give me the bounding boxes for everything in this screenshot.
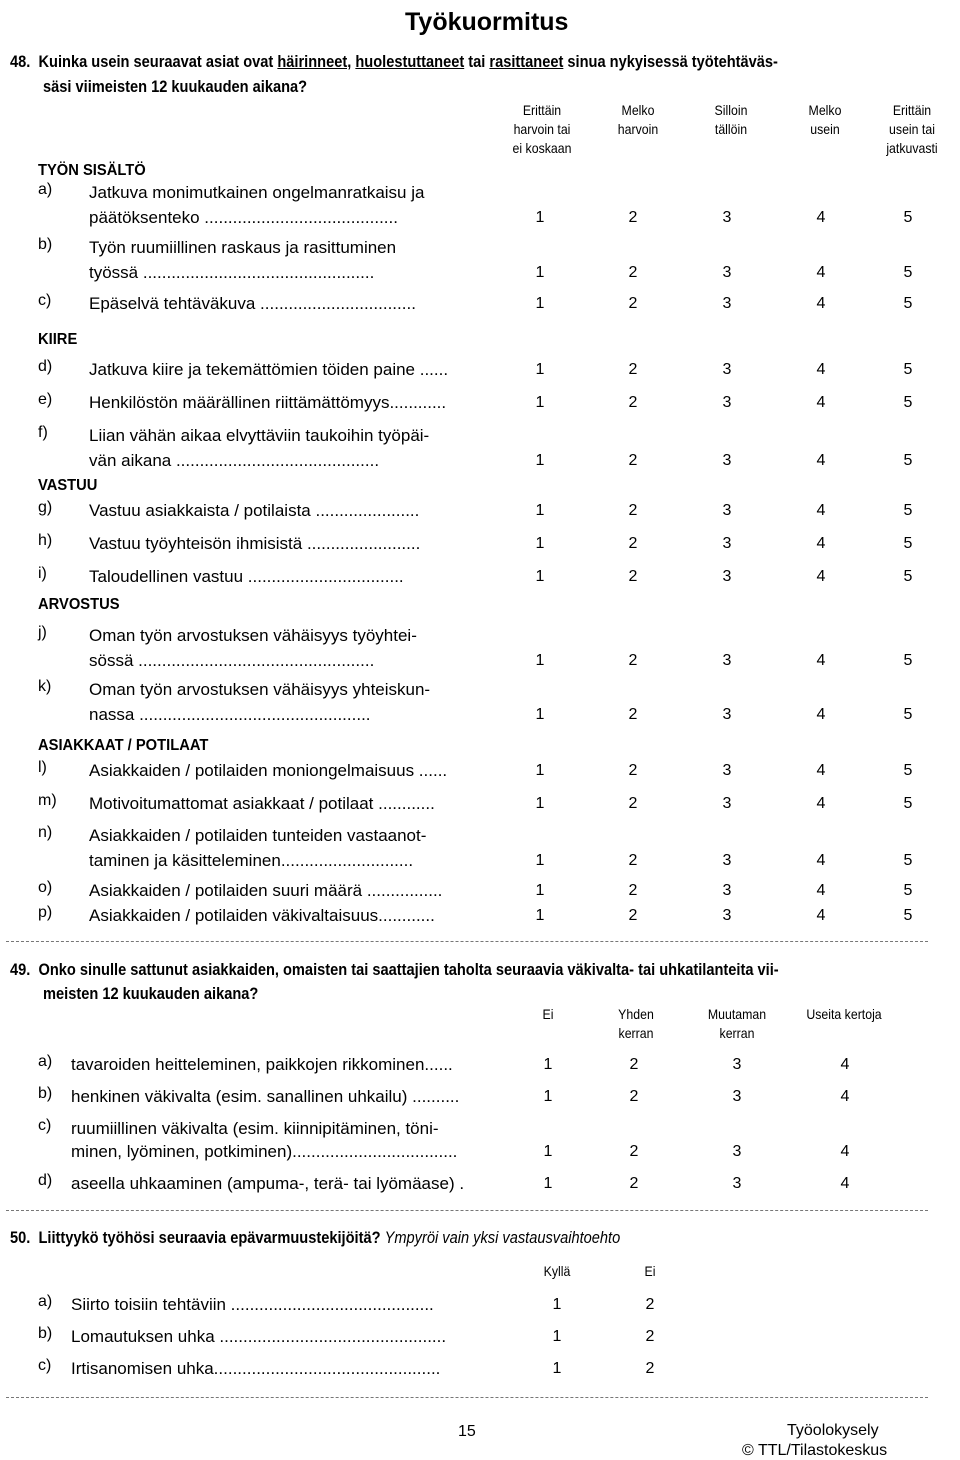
q49-answer-option-4[interactable]: 4 (840, 1175, 850, 1192)
q49-item-text: henkinen väkivalta (esim. sanallinen uhkailu) .......... (71, 1087, 460, 1106)
category-asiakkaat-potilaat: ASIAKKAAT / POTILAAT (38, 737, 209, 754)
q48-answer-option-4[interactable]: 4 (816, 361, 826, 378)
category-vastuu: VASTUU (38, 477, 98, 494)
q50-item-text: Siirto toisiin tehtäviin ........................................... (71, 1295, 434, 1314)
q49-item-letter: b) (38, 1085, 53, 1102)
q48-item-text: Jatkuva kiire ja tekemättömien töiden paine ...... (89, 360, 449, 379)
survey-name: Työolokysely (787, 1422, 879, 1439)
q48-item-text: Työn ruumiillinen raskaus ja rasittuminen (89, 238, 397, 257)
q48-item-letter: e) (38, 391, 53, 408)
q48-answer-option-3[interactable]: 3 (722, 762, 732, 779)
q48-answer-option-2[interactable]: 2 (628, 394, 638, 411)
q48-answer-option-3[interactable]: 3 (722, 209, 732, 226)
q48-answer-option-1[interactable]: 1 (535, 209, 545, 226)
q50-column-header-1: Kyllä (543, 1263, 571, 1279)
q48-answer-option-3[interactable]: 3 (722, 361, 732, 378)
q48-answer-option-4[interactable]: 4 (816, 795, 826, 812)
q48-answer-option-4[interactable]: 4 (816, 907, 826, 924)
q48-item-letter: f) (38, 424, 48, 441)
q49-answer-option-2[interactable]: 2 (629, 1175, 639, 1192)
q50-item-text: Irtisanomisen uhka................................................ (71, 1359, 441, 1378)
q48-answer-option-1[interactable]: 1 (535, 568, 545, 585)
q48-answer-option-2[interactable]: 2 (628, 852, 638, 869)
q48-item-letter: g) (38, 499, 53, 516)
q48-answer-option-2[interactable]: 2 (628, 762, 638, 779)
q48-answer-option-3[interactable]: 3 (722, 568, 732, 585)
q49-column-header-1: Ei (542, 1006, 554, 1022)
q48-answer-option-4[interactable]: 4 (816, 535, 826, 552)
q49-answer-option-4[interactable]: 4 (840, 1143, 850, 1160)
q48-column-header-1: Erittäin harvoin tai ei koskaan (512, 102, 572, 156)
page-section-title: Työkuormitus (405, 8, 569, 36)
q48-item-letter: h) (38, 532, 53, 549)
q48-answer-option-5[interactable]: 5 (903, 264, 913, 281)
q48-answer-option-2[interactable]: 2 (628, 452, 638, 469)
q49-column-header-4: Useita kertoja (806, 1006, 882, 1022)
q48-item-letter: c) (38, 292, 52, 309)
q48-answer-option-5[interactable]: 5 (903, 706, 913, 723)
q48-answer-option-1[interactable]: 1 (535, 907, 545, 924)
q50-item-text: Lomautuksen uhka ................................................ (71, 1327, 447, 1346)
q49-answer-option-1[interactable]: 1 (543, 1175, 553, 1192)
q49-answer-option-4[interactable]: 4 (840, 1056, 850, 1073)
question-48-heading (10, 52, 778, 72)
q48-answer-option-2[interactable]: 2 (628, 882, 638, 899)
q48-answer-option-5[interactable]: 5 (903, 652, 913, 669)
question-48-underlined-3: rasittaneet (489, 52, 564, 71)
q48-item-text: taminen ja käsitteleminen............................ (89, 851, 414, 870)
q48-answer-option-3[interactable]: 3 (722, 795, 732, 812)
q48-answer-option-5[interactable]: 5 (903, 209, 913, 226)
category-arvostus: ARVOSTUS (38, 596, 120, 613)
q48-item-letter: a) (38, 181, 53, 198)
category-kiire: KIIRE (38, 331, 78, 348)
q48-answer-option-5[interactable]: 5 (903, 852, 913, 869)
q48-answer-option-1[interactable]: 1 (535, 762, 545, 779)
q48-answer-option-5[interactable]: 5 (903, 452, 913, 469)
q49-answer-option-3[interactable]: 3 (732, 1056, 742, 1073)
q48-answer-option-4[interactable]: 4 (816, 264, 826, 281)
q48-column-header-3: Silloin tällöin (714, 102, 748, 137)
q48-answer-option-2[interactable]: 2 (628, 361, 638, 378)
q48-answer-option-4[interactable]: 4 (816, 394, 826, 411)
q48-item-letter: m) (38, 792, 57, 809)
q49-answer-option-3[interactable]: 3 (732, 1143, 742, 1160)
q48-column-header-5: Erittäin usein tai jatkuvasti (886, 102, 938, 156)
question-48-underlined-2: huolestuttaneet (355, 52, 465, 71)
question-50-hint: Ympyröi vain yksi vastausvaihtoehto (384, 1228, 621, 1247)
q48-answer-option-3[interactable]: 3 (722, 452, 732, 469)
category-tyon-sisalto: TYÖN SISÄLTÖ (38, 162, 146, 179)
q48-item-text: nassa ................................................. (89, 705, 371, 724)
q48-answer-option-1[interactable]: 1 (535, 361, 545, 378)
q49-answer-option-1[interactable]: 1 (543, 1143, 553, 1160)
q48-item-letter: j) (38, 624, 47, 641)
q48-answer-option-2[interactable]: 2 (628, 295, 638, 312)
q48-answer-option-4[interactable]: 4 (816, 502, 826, 519)
q48-answer-option-3[interactable]: 3 (722, 652, 732, 669)
q48-item-text: Asiakkaiden / potilaiden väkivaltaisuus............ (89, 906, 435, 925)
q50-answer-option-1[interactable]: 1 (552, 1328, 562, 1345)
q48-answer-option-1[interactable]: 1 (535, 795, 545, 812)
q48-answer-option-5[interactable]: 5 (903, 361, 913, 378)
q49-answer-option-1[interactable]: 1 (543, 1056, 553, 1073)
q48-item-letter: k) (38, 678, 52, 695)
question-48-heading-line2: säsi viimeisten 12 kuukauden aikana? (43, 77, 308, 96)
q48-answer-option-2[interactable]: 2 (628, 568, 638, 585)
q50-answer-option-1[interactable]: 1 (552, 1296, 562, 1313)
q48-answer-option-4[interactable]: 4 (816, 706, 826, 723)
q48-column-header-2: Melko harvoin (617, 102, 659, 137)
q48-item-text: Oman työn arvostuksen vähäisyys työyhtei- (89, 626, 417, 645)
q48-answer-option-2[interactable]: 2 (628, 209, 638, 226)
q48-answer-option-4[interactable]: 4 (816, 882, 826, 899)
q50-answer-option-2[interactable]: 2 (645, 1296, 655, 1313)
q48-answer-option-5[interactable]: 5 (903, 907, 913, 924)
q48-answer-option-5[interactable]: 5 (903, 762, 913, 779)
q48-item-text: päätöksenteko ......................................... (89, 208, 398, 227)
question-48-number: 48. (10, 52, 31, 71)
q50-item-letter: b) (38, 1325, 53, 1342)
q48-item-letter: n) (38, 824, 53, 841)
q48-answer-option-2[interactable]: 2 (628, 502, 638, 519)
q48-answer-option-4[interactable]: 4 (816, 762, 826, 779)
q48-item-text: Taloudellinen vastuu ................................. (89, 567, 404, 586)
q48-item-letter: d) (38, 358, 53, 375)
q48-answer-option-3[interactable]: 3 (722, 907, 732, 924)
q48-item-text: Henkilöstön määrällinen riittämättömyys............ (89, 393, 447, 412)
q48-item-text: Epäselvä tehtäväkuva ................................. (89, 294, 416, 313)
q48-answer-option-1[interactable]: 1 (535, 502, 545, 519)
q48-answer-option-1[interactable]: 1 (535, 535, 545, 552)
q48-item-text: Vastuu asiakkaista / potilaista ...................... (89, 501, 420, 520)
q49-answer-option-2[interactable]: 2 (629, 1143, 639, 1160)
q48-answer-option-2[interactable]: 2 (628, 795, 638, 812)
q48-answer-option-4[interactable]: 4 (816, 209, 826, 226)
q48-answer-option-1[interactable]: 1 (535, 295, 545, 312)
question-48-text-pre: Kuinka usein seuraavat asiat ovat (38, 52, 278, 71)
q48-item-text: työssä ................................................. (89, 263, 375, 282)
q48-item-letter: l) (38, 759, 47, 776)
q50-answer-option-2[interactable]: 2 (645, 1360, 655, 1377)
q48-item-text: Asiakkaiden / potilaiden tunteiden vastaanot- (89, 826, 427, 845)
q48-answer-option-1[interactable]: 1 (535, 394, 545, 411)
q48-answer-option-2[interactable]: 2 (628, 706, 638, 723)
q48-answer-option-3[interactable]: 3 (722, 394, 732, 411)
q48-answer-option-4[interactable]: 4 (816, 295, 826, 312)
q49-answer-option-1[interactable]: 1 (543, 1088, 553, 1105)
q48-item-text: Jatkuva monimutkainen ongelmanratkaisu ja (89, 183, 425, 202)
q49-item-letter: c) (38, 1117, 52, 1134)
q48-answer-option-3[interactable]: 3 (722, 535, 732, 552)
q49-item-text: aseella uhkaaminen (ampuma-, terä- tai lyömäase) . (71, 1174, 465, 1193)
q48-answer-option-3[interactable]: 3 (722, 502, 732, 519)
section-divider (6, 1397, 928, 1398)
section-divider (6, 941, 928, 942)
question-50-heading: 50. Liittyykö työhösi seuraavia epävarmuustekijöitä? Ympyröi vain yksi vastausvaihtoehto (10, 1228, 621, 1247)
q48-item-text: sössä .................................................. (89, 651, 375, 670)
q48-item-letter: i) (38, 565, 47, 582)
q50-column-header-2: Ei (644, 1263, 656, 1279)
q48-column-header-4: Melko usein (808, 102, 842, 137)
q48-item-letter: o) (38, 879, 53, 896)
q48-answer-option-2[interactable]: 2 (628, 264, 638, 281)
q48-answer-option-5[interactable]: 5 (903, 295, 913, 312)
q48-answer-option-3[interactable]: 3 (722, 295, 732, 312)
q49-item-text: minen, lyöminen, potkiminen)................................... (71, 1142, 458, 1161)
q48-answer-option-1[interactable]: 1 (535, 652, 545, 669)
question-48-text-post: sinua nykyisessä työtehtäväs- (563, 52, 778, 71)
q48-answer-option-5[interactable]: 5 (903, 394, 913, 411)
q49-answer-option-2[interactable]: 2 (629, 1056, 639, 1073)
q48-answer-option-3[interactable]: 3 (722, 706, 732, 723)
q49-column-header-3: Muutaman kerran (707, 1006, 767, 1041)
q48-answer-option-2[interactable]: 2 (628, 907, 638, 924)
q50-answer-option-2[interactable]: 2 (645, 1328, 655, 1345)
q48-item-text: vän aikana ........................................... (89, 451, 380, 470)
q49-answer-option-3[interactable]: 3 (732, 1088, 742, 1105)
question-49-heading-line2: meisten 12 kuukauden aikana? (43, 984, 259, 1003)
q49-answer-option-3[interactable]: 3 (732, 1175, 742, 1192)
q48-answer-option-4[interactable]: 4 (816, 452, 826, 469)
q48-answer-option-1[interactable]: 1 (535, 706, 545, 723)
page-number: 15 (458, 1423, 476, 1440)
q48-answer-option-1[interactable]: 1 (535, 452, 545, 469)
q48-answer-option-1[interactable]: 1 (535, 852, 545, 869)
q49-answer-option-2[interactable]: 2 (629, 1088, 639, 1105)
q48-item-text: Vastuu työyhteisön ihmisistä ........................ (89, 534, 421, 553)
q50-item-letter: a) (38, 1293, 53, 1310)
q48-answer-option-3[interactable]: 3 (722, 882, 732, 899)
q48-answer-option-2[interactable]: 2 (628, 652, 638, 669)
q48-answer-option-5[interactable]: 5 (903, 795, 913, 812)
q48-answer-option-5[interactable]: 5 (903, 568, 913, 585)
q49-answer-option-4[interactable]: 4 (840, 1088, 850, 1105)
q48-answer-option-1[interactable]: 1 (535, 264, 545, 281)
q49-item-letter: d) (38, 1172, 53, 1189)
q48-answer-option-5[interactable]: 5 (903, 535, 913, 552)
q48-item-letter: b) (38, 236, 53, 253)
q48-item-text: Asiakkaiden / potilaiden moniongelmaisuus ...... (89, 761, 448, 780)
q49-item-text: ruumiillinen väkivalta (esim. kiinnipitäminen, töni- (71, 1119, 439, 1138)
q50-item-letter: c) (38, 1357, 52, 1374)
q48-answer-option-5[interactable]: 5 (903, 502, 913, 519)
q49-item-letter: a) (38, 1053, 53, 1070)
q48-answer-option-3[interactable]: 3 (722, 852, 732, 869)
q48-answer-option-4[interactable]: 4 (816, 568, 826, 585)
q49-column-header-2: Yhden kerran (618, 1006, 654, 1041)
q48-answer-option-2[interactable]: 2 (628, 535, 638, 552)
q48-answer-option-1[interactable]: 1 (535, 882, 545, 899)
question-48-underlined-1: häirinneet, (277, 52, 352, 71)
q48-item-text: Liian vähän aikaa elvyttäviin taukoihin työpäi- (89, 426, 430, 445)
q48-answer-option-4[interactable]: 4 (816, 652, 826, 669)
q48-item-text: Oman työn arvostuksen vähäisyys yhteiskun- (89, 680, 431, 699)
copyright: © TTL/Tilastokeskus (742, 1442, 888, 1459)
question-49-heading: 49. Onko sinulle sattunut asiakkaiden, omaisten tai saattajien taholta seuraavia väkivalta- tai uhkatilanteita vii- (10, 960, 779, 979)
q48-answer-option-3[interactable]: 3 (722, 264, 732, 281)
q48-answer-option-4[interactable]: 4 (816, 852, 826, 869)
q48-answer-option-5[interactable]: 5 (903, 882, 913, 899)
section-divider (6, 1210, 928, 1211)
question-48-text-mid: tai (464, 52, 490, 71)
q48-item-text: Asiakkaiden / potilaiden suuri määrä ................ (89, 881, 443, 900)
q48-item-text: Motivoitumattomat asiakkaat / potilaat ............ (89, 794, 435, 813)
q49-item-text: tavaroiden heitteleminen, paikkojen rikkominen...... (71, 1055, 453, 1074)
q48-item-letter: p) (38, 904, 53, 921)
q50-answer-option-1[interactable]: 1 (552, 1360, 562, 1377)
